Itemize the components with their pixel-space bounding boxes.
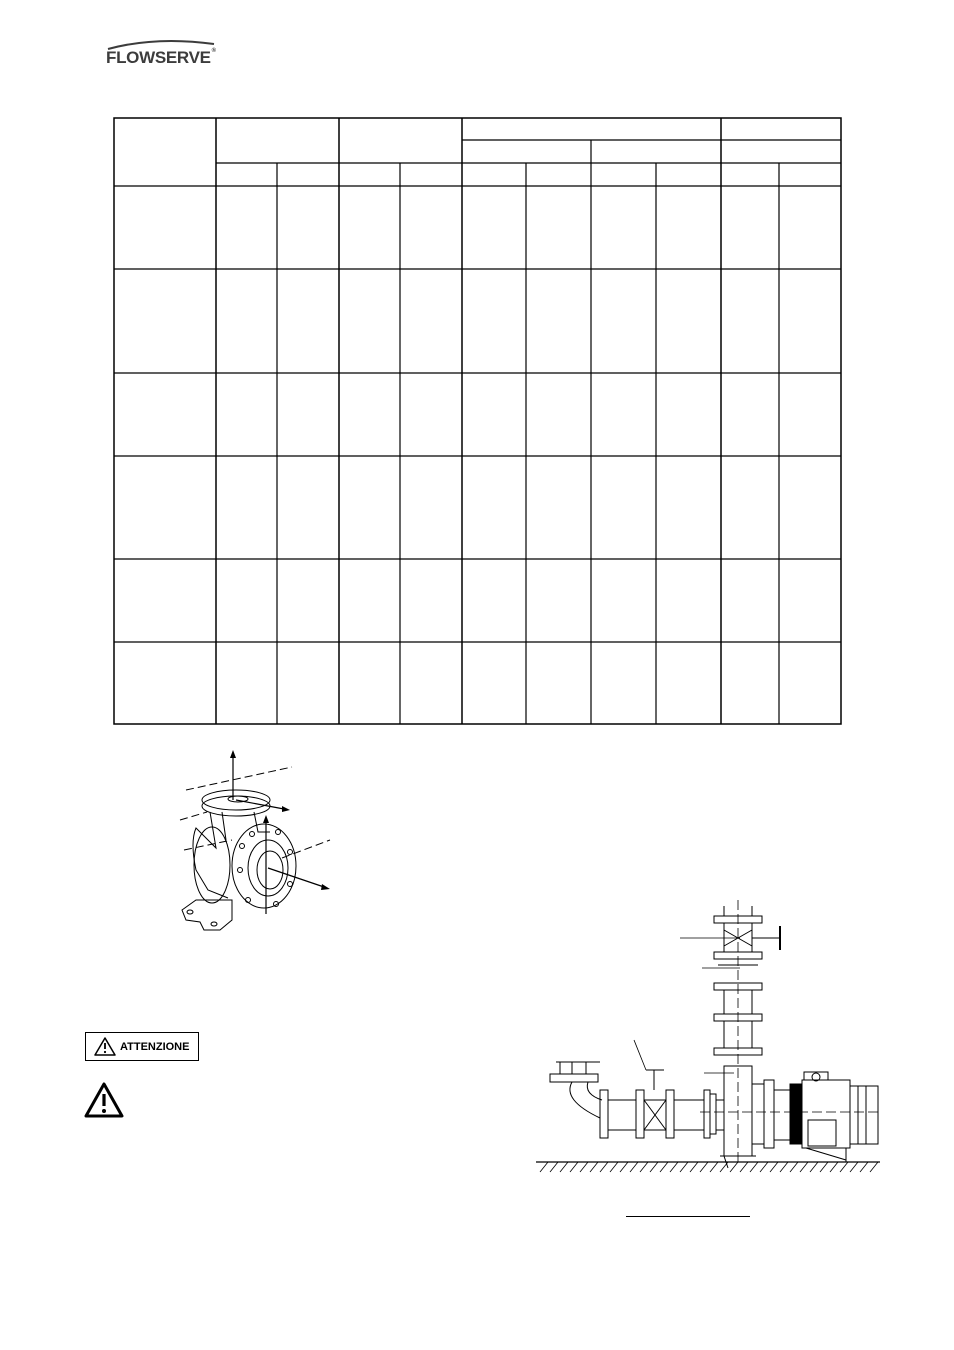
figure-caption-underline <box>626 1216 750 1217</box>
brand-name: FLOWSERVE <box>106 48 211 67</box>
warning-label: ATTENZIONE <box>120 1040 190 1053</box>
brand-mark: ® <box>211 48 216 54</box>
warning-badge <box>85 1032 199 1061</box>
warning-triangle-icon <box>84 1082 124 1118</box>
warning-triangle-icon <box>94 1037 116 1056</box>
